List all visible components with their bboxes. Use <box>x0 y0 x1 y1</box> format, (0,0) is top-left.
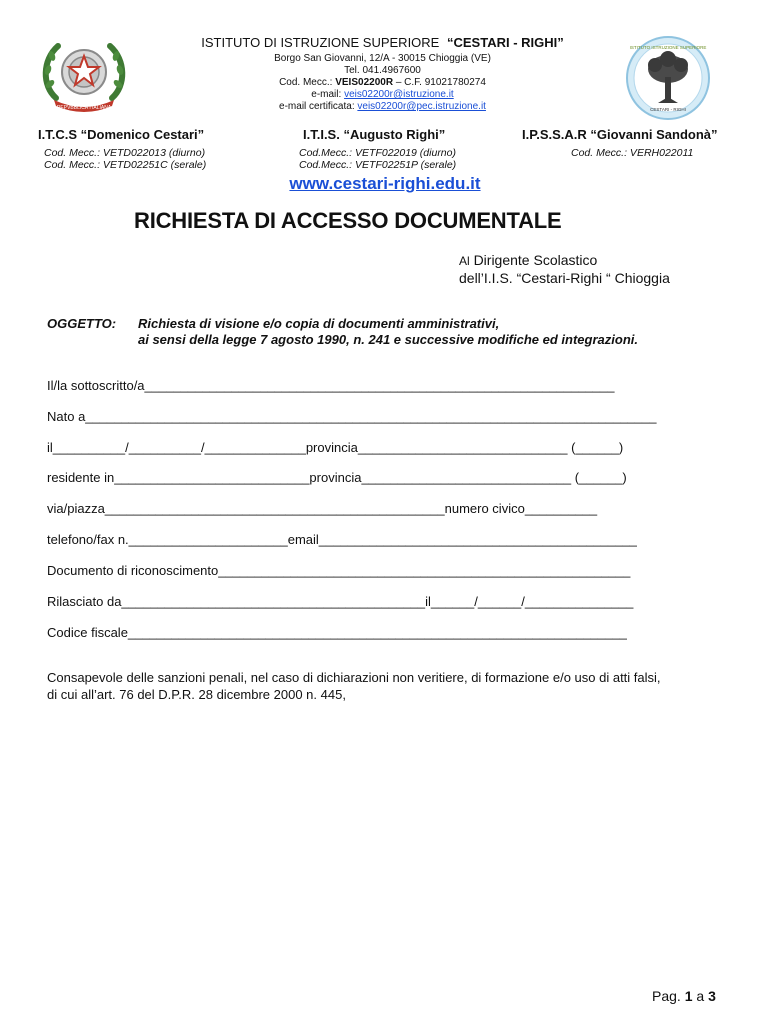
document-title: RICHIESTA DI ACCESSO DOCUMENTALE <box>134 208 562 233</box>
seal-bottom-text: CESTARI - RIGHI <box>650 107 686 112</box>
institute-heading <box>150 35 615 51</box>
institute-address: Borgo San Giovanni, 12/A - 30015 Chioggia (VE) <box>274 53 491 64</box>
subject-label: OGGETTO: <box>47 316 117 331</box>
institute-name: “CESTARI - RIGHI” <box>446 35 564 50</box>
page-total: 3 <box>708 988 716 1004</box>
school-itcs-code-day: Cod. Mecc.: VETD022013 (diurno) <box>44 147 206 159</box>
institute-mecc-code <box>150 77 615 89</box>
field-residence[interactable]: residente in___________________________provincia_____________________________ (______) <box>47 470 627 485</box>
website-row <box>0 174 770 194</box>
field-birthdate-province[interactable]: il__________/__________/______________provincia_____________________________ (______) <box>47 440 624 455</box>
school-ipssar-code: Cod. Mecc.: VERH022011 <box>571 147 694 159</box>
pec-label: e-mail certificata: <box>279 101 355 112</box>
field-street-number[interactable]: via/piazza_______________________________________________numero civico__________ <box>47 501 598 516</box>
field-issued-by[interactable]: Rilasciato da__________________________________________il______/______/_______________ <box>47 594 634 609</box>
email-label: e-mail: <box>311 89 342 100</box>
field-undersigned[interactable]: Il/la sottoscritto/a_________________________________________________________________ <box>47 378 615 393</box>
school-itis-name: I.T.I.S. “Augusto Righi” <box>303 127 446 142</box>
page-label: Pag. <box>652 988 681 1004</box>
recipient-line-1 <box>459 252 597 268</box>
field-tax-code[interactable]: Codice fiscale_____________________________________________________________________ <box>47 625 627 640</box>
recipient-role: Dirigente Scolastico <box>473 252 598 268</box>
fiscal-code: – C.F. 91021780274 <box>393 77 486 88</box>
school-ipssar-name: I.P.S.S.A.R “Giovanni Sandonà” <box>522 127 718 142</box>
page-of: a <box>696 988 705 1004</box>
declaration-line-1: Consapevole delle sanzioni penali, nel caso di dichiarazioni non veritiere, di formazione e/o uso di atti falsi, <box>47 670 661 685</box>
page-number <box>652 988 716 1004</box>
emblem-ribbon-text: REPVBBLICA ITALIANA <box>56 105 112 111</box>
subject-line-2: ai sensi della legge 7 agosto 1990, n. 241 e successive modifiche ed integrazioni. <box>138 332 638 347</box>
email-link[interactable]: veis02200r@istruzione.it <box>344 89 454 100</box>
website-link[interactable]: www.cestari-righi.edu.it <box>289 174 481 193</box>
page-current: 1 <box>684 988 693 1004</box>
recipient-prefix: Al <box>459 254 470 268</box>
italian-republic-emblem-logo <box>36 36 132 116</box>
institute-pec-row <box>150 101 615 113</box>
school-itcs-name: I.T.C.S “Domenico Cestari” <box>38 127 205 142</box>
subject-line-1: Richiesta di visione e/o copia di documenti amministrativi, <box>138 316 500 331</box>
school-seal-logo <box>622 35 714 121</box>
institute-phone: Tel. 041.4967600 <box>344 65 421 76</box>
field-phone-email[interactable]: telefono/fax n.______________________email____________________________________________ <box>47 532 637 547</box>
institute-email-row <box>150 89 615 101</box>
mecc-code-value: VEIS02200R <box>335 77 394 88</box>
school-itis-code-evening: Cod.Mecc.: VETF02251P (serale) <box>299 159 457 171</box>
declaration-line-2: di cui all’art. 76 del D.P.R. 28 dicembre 2000 n. 445, <box>47 687 346 702</box>
institute-prefix: ISTITUTO DI ISTRUZIONE SUPERIORE <box>201 35 440 50</box>
field-id-document[interactable]: Documento di riconoscimento_________________________________________________________ <box>47 563 631 578</box>
mecc-label: Cod. Mecc.: <box>279 77 336 88</box>
field-birthplace[interactable]: Nato a_______________________________________________________________________________ <box>47 409 657 424</box>
seal-arc-text: ISTITUTO ISTRUZIONE SUPERIORE <box>629 45 707 50</box>
school-itis-code-day: Cod.Mecc.: VETF022019 (diurno) <box>299 147 456 159</box>
pec-link[interactable]: veis02200r@pec.istruzione.it <box>357 101 486 112</box>
school-itcs-code-evening: Cod. Mecc.: VETD02251C (serale) <box>44 159 207 171</box>
recipient-line-2: dell’I.I.S. “Cestari-Righi “ Chioggia <box>459 270 670 286</box>
